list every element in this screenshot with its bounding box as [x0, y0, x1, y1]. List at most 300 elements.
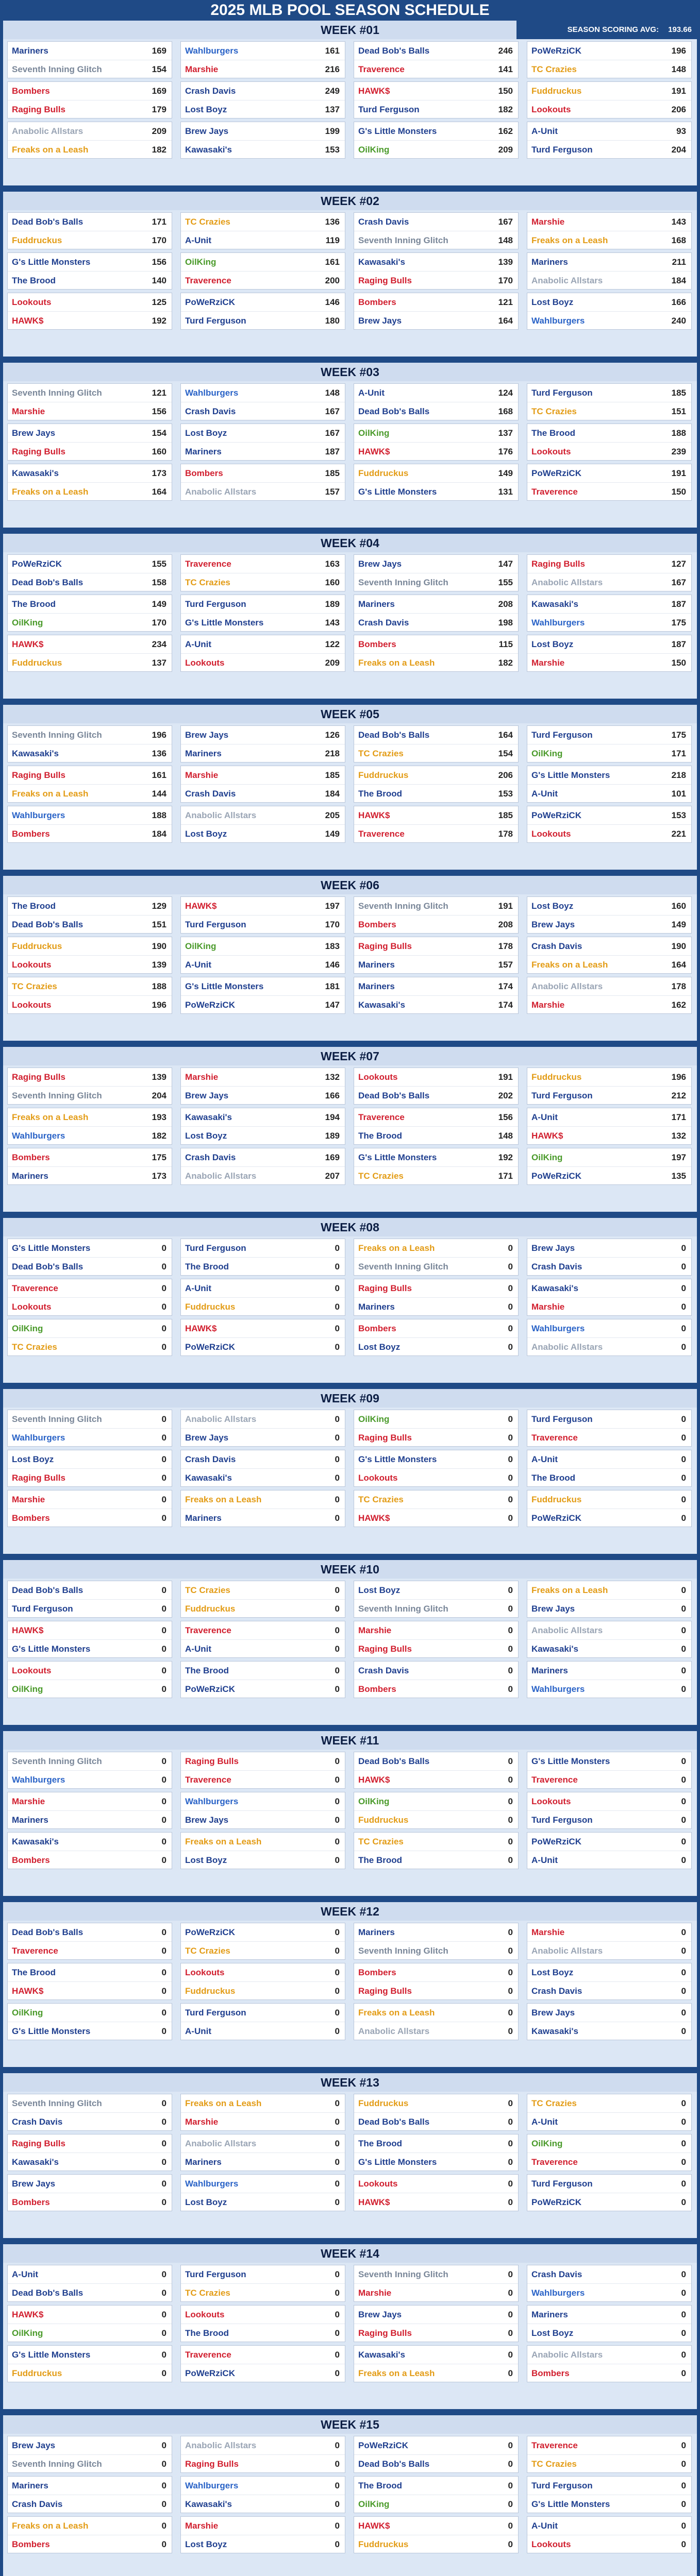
- team-score: 202: [498, 1091, 513, 1100]
- team-score: 0: [681, 1454, 686, 1464]
- matchup-team-row: [8, 2004, 172, 2022]
- matchup-team-row: [8, 231, 172, 249]
- team-name: HAWK$: [12, 316, 44, 326]
- team-name: Lookouts: [358, 1473, 398, 1483]
- team-score: 0: [681, 1837, 686, 1846]
- team-score: 0: [681, 1283, 686, 1293]
- team-score: 167: [325, 428, 340, 438]
- team-score: 125: [152, 297, 166, 307]
- matchup-team-row: [527, 1963, 691, 1982]
- team-name: The Brood: [531, 1473, 575, 1483]
- matchup-team-row: [527, 2265, 691, 2284]
- team-score: 0: [161, 1644, 166, 1654]
- matchup-team-row: [527, 213, 691, 231]
- matchup-team-row: [354, 1771, 518, 1789]
- team-score: 0: [335, 1946, 340, 1956]
- team-score: 178: [671, 981, 686, 991]
- team-score: 132: [325, 1072, 340, 1082]
- matchup-team-row: [354, 897, 518, 916]
- team-name: Bombers: [358, 297, 396, 307]
- team-score: 0: [161, 2459, 166, 2469]
- matchup-card: [7, 896, 172, 934]
- matchup-card: [7, 1963, 172, 2000]
- team-score: 160: [671, 901, 686, 911]
- team-name: PoWeRziCK: [185, 1000, 235, 1010]
- team-score: 0: [335, 1837, 340, 1846]
- matchup-team-row: [354, 806, 518, 825]
- team-name: Dead Bob's Balls: [12, 920, 84, 929]
- team-score: 132: [671, 1131, 686, 1141]
- team-name: Traverence: [358, 1112, 405, 1122]
- team-score: 0: [681, 2179, 686, 2189]
- matchup-team-row: [527, 1429, 691, 1447]
- team-name: TC Crazies: [358, 1495, 404, 1504]
- team-score: 0: [161, 2328, 166, 2338]
- matchup-card: [354, 896, 519, 934]
- team-score: 131: [498, 487, 513, 497]
- team-score: 0: [508, 1775, 513, 1785]
- team-name: Brew Jays: [185, 1433, 229, 1443]
- matchup-team-row: [354, 766, 518, 785]
- team-score: 0: [161, 1433, 166, 1443]
- matchup-card: [527, 1581, 692, 1618]
- matchup-card: [527, 1923, 692, 1960]
- matchup-card: [180, 635, 345, 672]
- matchup-team-row: [354, 42, 518, 60]
- team-name: TC Crazies: [358, 1171, 404, 1181]
- matchup-card: [527, 1450, 692, 1487]
- matchup-team-row: [354, 2364, 518, 2382]
- week-section: [3, 2415, 697, 2576]
- team-score: 166: [671, 297, 686, 307]
- team-score: 0: [335, 1473, 340, 1483]
- matchup-card: [527, 1148, 692, 1185]
- team-name: Dead Bob's Balls: [12, 217, 84, 227]
- team-score: 0: [681, 2521, 686, 2531]
- team-score: 0: [681, 1324, 686, 1333]
- matchup-team-row: [8, 1450, 172, 1469]
- matchup-team-row: [8, 402, 172, 420]
- team-score: 218: [671, 770, 686, 780]
- team-score: 0: [335, 2026, 340, 2036]
- team-name: PoWeRziCK: [531, 1837, 581, 1846]
- team-name: HAWK$: [358, 2521, 390, 2531]
- team-name: Brew Jays: [531, 1243, 575, 1253]
- team-score: 0: [681, 1262, 686, 1272]
- team-name: Traverence: [185, 1625, 231, 1635]
- team-name: Marshie: [531, 1302, 565, 1312]
- team-name: Crash Davis: [12, 2117, 63, 2127]
- week-section: [3, 21, 697, 185]
- team-name: Bombers: [358, 920, 396, 929]
- team-name: Marshie: [531, 217, 565, 227]
- team-name: Freaks on a Leash: [12, 789, 89, 799]
- team-score: 171: [671, 1112, 686, 1122]
- team-name: Brew Jays: [531, 2008, 575, 2018]
- matchup-team-row: [527, 1680, 691, 1698]
- matchup-card: [180, 383, 345, 420]
- week-section: [3, 2244, 697, 2409]
- team-name: Crash Davis: [185, 406, 236, 416]
- matchup-team-row: [354, 654, 518, 672]
- matchup-team-row: [527, 2517, 691, 2535]
- matchup-team-row: [8, 443, 172, 461]
- team-score: 148: [498, 235, 513, 245]
- team-score: 216: [325, 64, 340, 74]
- matchup-team-row: [527, 1469, 691, 1487]
- team-name: Seventh Inning Glitch: [358, 1262, 448, 1272]
- team-name: Kawasaki's: [531, 1283, 578, 1293]
- team-name: The Brood: [185, 1666, 229, 1675]
- team-score: 0: [161, 1855, 166, 1865]
- matchup-team-row: [354, 424, 518, 443]
- team-score: 0: [335, 1927, 340, 1937]
- matchup-card: [354, 635, 519, 672]
- team-name: HAWK$: [358, 2197, 390, 2207]
- matchup-card: [7, 1752, 172, 1789]
- team-score: 0: [681, 1433, 686, 1443]
- team-name: Turd Ferguson: [531, 145, 593, 155]
- matchup-team-row: [354, 1923, 518, 1942]
- matchup-team-row: [8, 1087, 172, 1105]
- matchup-team-row: [354, 1662, 518, 1680]
- team-name: Dead Bob's Balls: [358, 406, 430, 416]
- team-score: 0: [335, 1585, 340, 1595]
- matchup-team-row: [527, 785, 691, 803]
- matchup-team-row: [8, 1239, 172, 1258]
- matchup-team-row: [181, 1279, 345, 1298]
- matchup-team-row: [354, 744, 518, 762]
- matchup-team-row: [354, 2284, 518, 2302]
- team-score: 0: [335, 1283, 340, 1293]
- team-name: The Brood: [12, 901, 56, 911]
- team-name: Turd Ferguson: [185, 2269, 246, 2279]
- team-score: 211: [672, 257, 686, 267]
- team-name: TC Crazies: [185, 1946, 230, 1956]
- team-name: HAWK$: [358, 86, 390, 96]
- team-score: 0: [508, 1513, 513, 1523]
- matchup-card: [354, 423, 519, 461]
- team-name: OilKing: [185, 257, 216, 267]
- matchup-team-row: [354, 231, 518, 249]
- team-name: HAWK$: [358, 1513, 390, 1523]
- team-score: 0: [335, 1855, 340, 1865]
- matchup-card: [527, 1621, 692, 1658]
- matchup-card: [180, 1148, 345, 1185]
- matchup-card: [180, 937, 345, 974]
- team-score: 157: [498, 960, 513, 970]
- matchup-card: [527, 1239, 692, 1276]
- team-name: A-Unit: [531, 1454, 558, 1464]
- matchup-team-row: [8, 2436, 172, 2455]
- matchup-card: [354, 2305, 519, 2342]
- team-name: Bombers: [12, 1153, 50, 1162]
- team-name: PoWeRziCK: [185, 1927, 235, 1937]
- matchup-team-row: [8, 2495, 172, 2513]
- week-section: [3, 363, 697, 528]
- team-name: Seventh Inning Glitch: [12, 1091, 102, 1100]
- matchup-team-row: [181, 1963, 345, 1982]
- matchup-team-row: [181, 1087, 345, 1105]
- matchup-team-row: [527, 1319, 691, 1338]
- matchup-team-row: [8, 996, 172, 1014]
- team-score: 0: [161, 1815, 166, 1825]
- matchup-team-row: [354, 1127, 518, 1145]
- team-score: 0: [335, 2179, 340, 2189]
- team-name: Anabolic Allstars: [185, 1171, 257, 1181]
- team-score: 0: [508, 1927, 513, 1937]
- matchup-team-row: [181, 1640, 345, 1658]
- team-name: Bombers: [358, 1684, 396, 1694]
- team-name: Crash Davis: [531, 941, 582, 951]
- team-name: Brew Jays: [185, 1091, 229, 1100]
- matchup-team-row: [527, 141, 691, 159]
- team-score: 0: [508, 1342, 513, 1352]
- team-score: 166: [325, 1091, 340, 1100]
- team-score: 139: [152, 1072, 166, 1082]
- matchup-team-row: [354, 1239, 518, 1258]
- matchup-team-row: [8, 1982, 172, 2000]
- team-score: 0: [681, 1986, 686, 1996]
- matchup-team-row: [181, 1429, 345, 1447]
- matchup-team-row: [8, 1429, 172, 1447]
- team-score: 126: [325, 730, 340, 740]
- matchup-card: [527, 1752, 692, 1789]
- matchup-card: [180, 464, 345, 501]
- team-score: 183: [325, 941, 340, 951]
- matchup-card: [7, 122, 172, 159]
- matchup-team-row: [181, 464, 345, 483]
- team-name: PoWeRziCK: [531, 1513, 581, 1523]
- team-name: OilKing: [12, 618, 43, 628]
- team-score: 0: [508, 2368, 513, 2378]
- team-name: A-Unit: [185, 639, 211, 649]
- team-name: OilKing: [358, 145, 390, 155]
- matchup-team-row: [181, 555, 345, 573]
- team-name: Freaks on a Leash: [12, 2521, 89, 2531]
- matchup-team-row: [527, 2495, 691, 2513]
- team-score: 191: [498, 901, 513, 911]
- team-score: 161: [152, 770, 166, 780]
- team-score: 0: [681, 1775, 686, 1785]
- matchup-team-row: [181, 1509, 345, 1527]
- team-score: 0: [335, 2328, 340, 2338]
- matchup-team-row: [8, 573, 172, 591]
- team-score: 147: [498, 559, 513, 569]
- matchup-team-row: [181, 253, 345, 272]
- team-score: 0: [681, 1815, 686, 1825]
- matchup-team-row: [8, 2022, 172, 2040]
- team-score: 173: [152, 1171, 166, 1181]
- matchup-team-row: [8, 293, 172, 312]
- matchup-card: [527, 2476, 692, 2513]
- matchup-team-row: [181, 2284, 345, 2302]
- matchup-card: [180, 2094, 345, 2131]
- team-name: Wahlburgers: [531, 1324, 585, 1333]
- team-score: 197: [325, 901, 340, 911]
- matchup-card: [354, 1148, 519, 1185]
- team-name: Seventh Inning Glitch: [12, 64, 102, 74]
- matchup-team-row: [181, 312, 345, 330]
- team-score: 101: [671, 789, 686, 799]
- matchup-card: [7, 1792, 172, 1829]
- matchup-team-row: [354, 122, 518, 141]
- team-name: Seventh Inning Glitch: [358, 578, 448, 587]
- team-score: 164: [498, 316, 513, 326]
- matchup-card: [180, 293, 345, 330]
- team-name: Wahlburgers: [185, 46, 239, 56]
- matchup-card: [180, 122, 345, 159]
- team-name: Dead Bob's Balls: [358, 1091, 430, 1100]
- matchup-team-row: [354, 443, 518, 461]
- team-score: 0: [681, 2139, 686, 2148]
- team-score: 0: [681, 2350, 686, 2360]
- matchup-card: [527, 252, 692, 290]
- team-score: 189: [325, 599, 340, 609]
- matchup-card: [7, 41, 172, 78]
- team-name: Marshie: [185, 1072, 219, 1082]
- matchup-team-row: [527, 293, 691, 312]
- team-score: 158: [152, 578, 166, 587]
- matchup-card: [7, 383, 172, 420]
- week-section: [3, 1902, 697, 2067]
- team-name: G's Little Monsters: [12, 1243, 91, 1253]
- team-score: 0: [335, 1324, 340, 1333]
- matchup-team-row: [527, 555, 691, 573]
- team-score: 173: [152, 468, 166, 478]
- matchup-team-row: [8, 1581, 172, 1600]
- team-score: 0: [335, 2499, 340, 2509]
- team-name: G's Little Monsters: [531, 770, 610, 780]
- matchup-card: [7, 937, 172, 974]
- team-name: Fuddruckus: [185, 1604, 236, 1614]
- matchup-card: [527, 977, 692, 1014]
- matchup-team-row: [181, 956, 345, 974]
- matchup-team-row: [354, 2324, 518, 2342]
- team-score: 93: [676, 126, 686, 136]
- team-name: The Brood: [12, 599, 56, 609]
- team-score: 0: [335, 1433, 340, 1443]
- matchup-card: [180, 595, 345, 632]
- team-name: Bombers: [12, 2197, 50, 2207]
- team-name: HAWK$: [358, 810, 390, 820]
- team-score: 0: [161, 2310, 166, 2319]
- matchup-team-row: [354, 555, 518, 573]
- team-score: 0: [508, 1414, 513, 1424]
- team-score: 0: [681, 2328, 686, 2338]
- team-name: TC Crazies: [12, 1342, 57, 1352]
- matchup-card: [527, 1963, 692, 2000]
- matchup-team-row: [527, 654, 691, 672]
- team-name: Mariners: [531, 1666, 568, 1675]
- team-score: 0: [508, 1968, 513, 1977]
- team-score: 0: [161, 1414, 166, 1424]
- matchup-card: [354, 2174, 519, 2211]
- matchup-team-row: [8, 744, 172, 762]
- team-name: G's Little Monsters: [358, 1454, 437, 1464]
- team-score: 0: [508, 2310, 513, 2319]
- matchup-card: [7, 212, 172, 249]
- team-score: 234: [152, 639, 166, 649]
- matchup-team-row: [527, 1148, 691, 1167]
- matchup-card: [7, 595, 172, 632]
- matchup-team-row: [527, 2153, 691, 2171]
- matchup-team-row: [181, 2134, 345, 2153]
- matchup-team-row: [354, 1410, 518, 1429]
- matchup-team-row: [8, 1942, 172, 1960]
- team-score: 218: [325, 749, 340, 758]
- matchup-team-row: [354, 1338, 518, 1356]
- matchup-team-row: [354, 2517, 518, 2535]
- team-name: Lookouts: [358, 1072, 398, 1082]
- team-score: 0: [161, 2539, 166, 2549]
- team-score: 0: [335, 1797, 340, 1806]
- matchup-team-row: [527, 2094, 691, 2113]
- team-score: 0: [161, 2288, 166, 2298]
- matchup-team-row: [8, 1771, 172, 1789]
- team-name: The Brood: [358, 2481, 402, 2490]
- team-name: Marshie: [185, 2117, 219, 2127]
- team-name: OilKing: [531, 2139, 563, 2148]
- team-name: Fuddruckus: [12, 658, 62, 668]
- team-score: 0: [161, 2197, 166, 2207]
- matchup-card: [354, 1490, 519, 1527]
- matchup-team-row: [181, 1680, 345, 1698]
- team-name: Turd Ferguson: [185, 316, 246, 326]
- team-score: 0: [681, 2026, 686, 2036]
- matchup-card: [180, 806, 345, 843]
- team-name: Bombers: [12, 1513, 50, 1523]
- matchup-team-row: [181, 443, 345, 461]
- matchup-card: [527, 937, 692, 974]
- team-score: 191: [498, 1072, 513, 1082]
- matchup-card: [7, 2436, 172, 2473]
- team-name: Lookouts: [185, 1968, 225, 1977]
- team-score: 0: [161, 2139, 166, 2148]
- team-name: Marshie: [358, 1625, 392, 1635]
- team-name: Traverence: [531, 2441, 578, 2450]
- matchup-team-row: [181, 654, 345, 672]
- team-score: 0: [161, 1473, 166, 1483]
- matchup-team-row: [8, 141, 172, 159]
- team-score: 0: [335, 1342, 340, 1352]
- team-name: Crash Davis: [531, 1986, 582, 1996]
- team-score: 169: [325, 1153, 340, 1162]
- matchup-card: [354, 806, 519, 843]
- team-name: Fuddruckus: [358, 2539, 409, 2549]
- matchup-card: [7, 2265, 172, 2302]
- team-score: 185: [325, 770, 340, 780]
- matchup-team-row: [527, 1450, 691, 1469]
- team-name: Mariners: [12, 2481, 48, 2490]
- team-score: 169: [152, 86, 166, 96]
- team-score: 198: [498, 618, 513, 628]
- matchup-card: [7, 293, 172, 330]
- matchup-card: [354, 595, 519, 632]
- team-score: 169: [152, 46, 166, 56]
- matchup-team-row: [527, 2346, 691, 2364]
- week-header: WEEK #06: [3, 876, 697, 894]
- team-name: OilKing: [358, 428, 390, 438]
- team-name: HAWK$: [185, 1324, 217, 1333]
- team-score: 154: [152, 64, 166, 74]
- matchup-card: [180, 2436, 345, 2473]
- matchup-team-row: [527, 1771, 691, 1789]
- week-header: WEEK #12: [3, 1902, 697, 1921]
- matchup-team-row: [8, 2364, 172, 2382]
- team-name: Lost Boyz: [531, 297, 574, 307]
- team-score: 167: [325, 406, 340, 416]
